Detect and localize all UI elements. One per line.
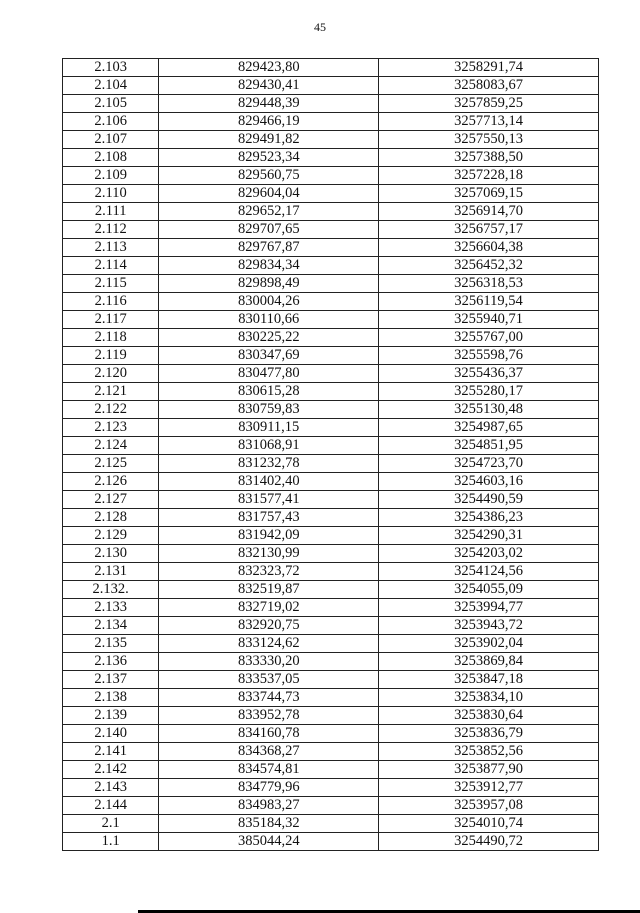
y-coordinate-cell: 3256914,70 xyxy=(379,203,599,221)
table-row xyxy=(63,761,599,779)
y-coordinate-cell: 3254723,70 xyxy=(379,455,599,473)
point-number-cell: 2.115 xyxy=(63,275,159,293)
point-number-cell: 2.119 xyxy=(63,347,159,365)
x-coordinate-cell: 834779,96 xyxy=(159,779,379,797)
x-coordinate-cell: 830911,15 xyxy=(159,419,379,437)
point-number-cell: 2.134 xyxy=(63,617,159,635)
x-coordinate-cell: 833537,05 xyxy=(159,671,379,689)
x-coordinate-cell: 831757,43 xyxy=(159,509,379,527)
y-coordinate-cell: 3253902,04 xyxy=(379,635,599,653)
y-coordinate-cell: 3255436,37 xyxy=(379,365,599,383)
point-number-cell: 2.128 xyxy=(63,509,159,527)
y-coordinate-cell: 3257228,18 xyxy=(379,167,599,185)
table-row xyxy=(63,509,599,527)
point-number-cell: 2.139 xyxy=(63,707,159,725)
point-number-cell: 2.120 xyxy=(63,365,159,383)
y-coordinate-cell: 3254055,09 xyxy=(379,581,599,599)
x-coordinate-cell: 835184,32 xyxy=(159,815,379,833)
table-row xyxy=(63,491,599,509)
point-number-cell: 2.130 xyxy=(63,545,159,563)
y-coordinate-cell: 3253877,90 xyxy=(379,761,599,779)
point-number-cell: 2.113 xyxy=(63,239,159,257)
y-coordinate-cell: 3254386,23 xyxy=(379,509,599,527)
y-coordinate-cell: 3255940,71 xyxy=(379,311,599,329)
y-coordinate-cell: 3253943,72 xyxy=(379,617,599,635)
point-number-cell: 2.138 xyxy=(63,689,159,707)
x-coordinate-cell: 830347,69 xyxy=(159,347,379,365)
point-number-cell: 2.129 xyxy=(63,527,159,545)
x-coordinate-cell: 834368,27 xyxy=(159,743,379,761)
table-row xyxy=(63,383,599,401)
table-row xyxy=(63,221,599,239)
table-row xyxy=(63,707,599,725)
y-coordinate-cell: 3256119,54 xyxy=(379,293,599,311)
x-coordinate-cell: 830477,80 xyxy=(159,365,379,383)
y-coordinate-cell: 3254290,31 xyxy=(379,527,599,545)
y-coordinate-cell: 3254124,56 xyxy=(379,563,599,581)
x-coordinate-cell: 829834,34 xyxy=(159,257,379,275)
point-number-cell: 2.140 xyxy=(63,725,159,743)
table-row xyxy=(63,725,599,743)
table-row xyxy=(63,365,599,383)
x-coordinate-cell: 834983,27 xyxy=(159,797,379,815)
table-row xyxy=(63,563,599,581)
y-coordinate-cell: 3253847,18 xyxy=(379,671,599,689)
x-coordinate-cell: 385044,24 xyxy=(159,833,379,851)
x-coordinate-cell: 829898,49 xyxy=(159,275,379,293)
y-coordinate-cell: 3257069,15 xyxy=(379,185,599,203)
point-number-cell: 2.123 xyxy=(63,419,159,437)
point-number-cell: 1.1 xyxy=(63,833,159,851)
table-row xyxy=(63,455,599,473)
point-number-cell: 2.111 xyxy=(63,203,159,221)
y-coordinate-cell: 3254603,16 xyxy=(379,473,599,491)
table-row xyxy=(63,779,599,797)
table-row xyxy=(63,437,599,455)
x-coordinate-cell: 829430,41 xyxy=(159,77,379,95)
point-number-cell: 2.132. xyxy=(63,581,159,599)
x-coordinate-cell: 830225,22 xyxy=(159,329,379,347)
y-coordinate-cell: 3253830,64 xyxy=(379,707,599,725)
point-number-cell: 2.116 xyxy=(63,293,159,311)
table-row xyxy=(63,311,599,329)
y-coordinate-cell: 3257713,14 xyxy=(379,113,599,131)
point-number-cell: 2.117 xyxy=(63,311,159,329)
x-coordinate-cell: 831577,41 xyxy=(159,491,379,509)
x-coordinate-cell: 831402,40 xyxy=(159,473,379,491)
point-number-cell: 2.142 xyxy=(63,761,159,779)
table-row xyxy=(63,653,599,671)
point-number-cell: 2.121 xyxy=(63,383,159,401)
table-row xyxy=(63,185,599,203)
table-row xyxy=(63,527,599,545)
x-coordinate-cell: 829560,75 xyxy=(159,167,379,185)
point-number-cell: 2.1 xyxy=(63,815,159,833)
table-body xyxy=(63,59,599,851)
point-number-cell: 2.103 xyxy=(63,59,159,77)
table-row xyxy=(63,599,599,617)
y-coordinate-cell: 3254987,65 xyxy=(379,419,599,437)
point-number-cell: 2.126 xyxy=(63,473,159,491)
y-coordinate-cell: 3253836,79 xyxy=(379,725,599,743)
table-row xyxy=(63,401,599,419)
point-number-cell: 2.137 xyxy=(63,671,159,689)
y-coordinate-cell: 3256452,32 xyxy=(379,257,599,275)
table-row xyxy=(63,329,599,347)
table-row xyxy=(63,689,599,707)
y-coordinate-cell: 3253852,56 xyxy=(379,743,599,761)
point-number-cell: 2.127 xyxy=(63,491,159,509)
x-coordinate-cell: 830615,28 xyxy=(159,383,379,401)
table-row xyxy=(63,275,599,293)
y-coordinate-cell: 3253912,77 xyxy=(379,779,599,797)
x-coordinate-cell: 830759,83 xyxy=(159,401,379,419)
x-coordinate-cell: 831068,91 xyxy=(159,437,379,455)
table-row xyxy=(63,671,599,689)
point-number-cell: 2.144 xyxy=(63,797,159,815)
point-number-cell: 2.125 xyxy=(63,455,159,473)
x-coordinate-cell: 830004,26 xyxy=(159,293,379,311)
x-coordinate-cell: 834160,78 xyxy=(159,725,379,743)
table-row xyxy=(63,635,599,653)
table-row xyxy=(63,113,599,131)
point-number-cell: 2.104 xyxy=(63,77,159,95)
table-row xyxy=(63,239,599,257)
table-row xyxy=(63,167,599,185)
table-row xyxy=(63,815,599,833)
x-coordinate-cell: 829767,87 xyxy=(159,239,379,257)
page-number: 45 xyxy=(314,20,326,34)
coordinates-table xyxy=(62,58,599,851)
point-number-cell: 2.106 xyxy=(63,113,159,131)
y-coordinate-cell: 3254851,95 xyxy=(379,437,599,455)
x-coordinate-cell: 831942,09 xyxy=(159,527,379,545)
point-number-cell: 2.141 xyxy=(63,743,159,761)
table-row xyxy=(63,293,599,311)
table-row xyxy=(63,257,599,275)
y-coordinate-cell: 3253994,77 xyxy=(379,599,599,617)
table-row xyxy=(63,797,599,815)
x-coordinate-cell: 829652,17 xyxy=(159,203,379,221)
y-coordinate-cell: 3253834,10 xyxy=(379,689,599,707)
table-row xyxy=(63,743,599,761)
x-coordinate-cell: 829707,65 xyxy=(159,221,379,239)
y-coordinate-cell: 3255598,76 xyxy=(379,347,599,365)
point-number-cell: 2.122 xyxy=(63,401,159,419)
y-coordinate-cell: 3254010,74 xyxy=(379,815,599,833)
y-coordinate-cell: 3254490,59 xyxy=(379,491,599,509)
x-coordinate-cell: 832130,99 xyxy=(159,545,379,563)
point-number-cell: 2.107 xyxy=(63,131,159,149)
point-number-cell: 2.135 xyxy=(63,635,159,653)
x-coordinate-cell: 829491,82 xyxy=(159,131,379,149)
x-coordinate-cell: 830110,66 xyxy=(159,311,379,329)
point-number-cell: 2.108 xyxy=(63,149,159,167)
x-coordinate-cell: 829466,19 xyxy=(159,113,379,131)
table-row xyxy=(63,77,599,95)
x-coordinate-cell: 829448,39 xyxy=(159,95,379,113)
table-row xyxy=(63,203,599,221)
y-coordinate-cell: 3254490,72 xyxy=(379,833,599,851)
table-row xyxy=(63,149,599,167)
table-row xyxy=(63,95,599,113)
x-coordinate-cell: 832920,75 xyxy=(159,617,379,635)
y-coordinate-cell: 3255767,00 xyxy=(379,329,599,347)
table-row xyxy=(63,545,599,563)
x-coordinate-cell: 833744,73 xyxy=(159,689,379,707)
y-coordinate-cell: 3257859,25 xyxy=(379,95,599,113)
point-number-cell: 2.133 xyxy=(63,599,159,617)
table-row xyxy=(63,347,599,365)
table-row xyxy=(63,59,599,77)
x-coordinate-cell: 831232,78 xyxy=(159,455,379,473)
point-number-cell: 2.109 xyxy=(63,167,159,185)
x-coordinate-cell: 829523,34 xyxy=(159,149,379,167)
y-coordinate-cell: 3253869,84 xyxy=(379,653,599,671)
x-coordinate-cell: 833124,62 xyxy=(159,635,379,653)
x-coordinate-cell: 834574,81 xyxy=(159,761,379,779)
x-coordinate-cell: 832719,02 xyxy=(159,599,379,617)
y-coordinate-cell: 3256757,17 xyxy=(379,221,599,239)
y-coordinate-cell: 3258083,67 xyxy=(379,77,599,95)
table-row xyxy=(63,473,599,491)
point-number-cell: 2.118 xyxy=(63,329,159,347)
x-coordinate-cell: 833330,20 xyxy=(159,653,379,671)
point-number-cell: 2.131 xyxy=(63,563,159,581)
table-row xyxy=(63,419,599,437)
y-coordinate-cell: 3257388,50 xyxy=(379,149,599,167)
x-coordinate-cell: 829604,04 xyxy=(159,185,379,203)
point-number-cell: 2.110 xyxy=(63,185,159,203)
y-coordinate-cell: 3257550,13 xyxy=(379,131,599,149)
table-row xyxy=(63,581,599,599)
table-row xyxy=(63,833,599,851)
table-row xyxy=(63,617,599,635)
x-coordinate-cell: 829423,80 xyxy=(159,59,379,77)
x-coordinate-cell: 833952,78 xyxy=(159,707,379,725)
y-coordinate-cell: 3258291,74 xyxy=(379,59,599,77)
point-number-cell: 2.112 xyxy=(63,221,159,239)
table-row xyxy=(63,131,599,149)
point-number-cell: 2.114 xyxy=(63,257,159,275)
y-coordinate-cell: 3255130,48 xyxy=(379,401,599,419)
point-number-cell: 2.124 xyxy=(63,437,159,455)
y-coordinate-cell: 3255280,17 xyxy=(379,383,599,401)
point-number-cell: 2.143 xyxy=(63,779,159,797)
x-coordinate-cell: 832323,72 xyxy=(159,563,379,581)
y-coordinate-cell: 3254203,02 xyxy=(379,545,599,563)
y-coordinate-cell: 3256604,38 xyxy=(379,239,599,257)
y-coordinate-cell: 3256318,53 xyxy=(379,275,599,293)
x-coordinate-cell: 832519,87 xyxy=(159,581,379,599)
point-number-cell: 2.136 xyxy=(63,653,159,671)
y-coordinate-cell: 3253957,08 xyxy=(379,797,599,815)
point-number-cell: 2.105 xyxy=(63,95,159,113)
